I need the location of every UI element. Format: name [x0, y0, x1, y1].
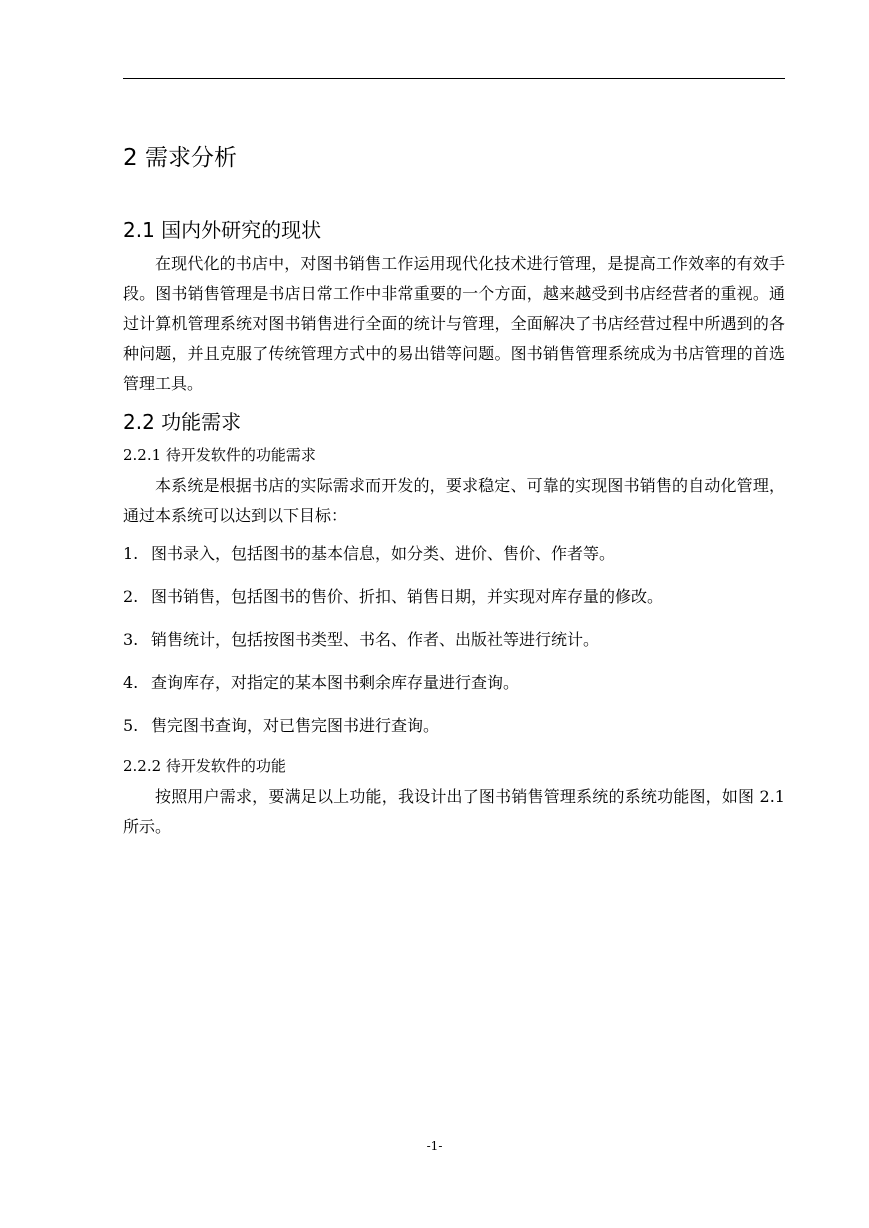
list-item-number: 5.: [123, 716, 139, 735]
list-item-number: 4.: [123, 673, 139, 692]
chapter-title: 2 需求分析: [123, 145, 237, 171]
list-item-number: 3.: [123, 630, 139, 649]
subsection-2-2-2-paragraph: 按照用户需求，要满足以上功能，我设计出了图书销售管理系统的系统功能图，如图 2.1 所示。: [123, 787, 785, 836]
list-item: [123, 539, 785, 569]
list-item-text: 销售统计，包括按图书类型、书名、作者、出版社等进行统计。: [151, 630, 600, 649]
list-item-text: 图书销售，包括图书的售价、折扣、销售日期，并实现对库存量的修改。: [151, 587, 664, 606]
list-item-text: 图书录入，包括图书的基本信息，如分类、进价、售价、作者等。: [151, 544, 616, 563]
page-number: -1-: [426, 1139, 443, 1153]
list-item: [123, 582, 785, 612]
header-rule: [123, 78, 785, 79]
list-item-number: 2.: [123, 587, 139, 606]
goals-list: [123, 539, 785, 741]
list-item-text: 查询库存，对指定的某本图书剩余库存量进行查询。: [151, 673, 520, 692]
list-item: [123, 668, 785, 698]
section-2-1-paragraph: 在现代化的书店中，对图书销售工作运用现代化技术进行管理，是提高工作效率的有效手段。图书销售管理是书店日常工作中非常重要的一个方面，越来越受到书店经营者的重视。通过计算机管理系统对图书销售进行全面的统计与管理，全面解决了书店经营过程中所遇到的各种问题，并且克服了传统管理方式中的易出错等问题。图书销售管理系统成为书店管理的首选管理工具。: [123, 254, 785, 393]
subsection-2-2-2-title: 2.2.2 待开发软件的功能: [123, 757, 286, 775]
subsection-2-2-1-paragraph: 本系统是根据书店的实际需求而开发的，要求稳定、可靠的实现图书销售的自动化管理，通过本系统可以达到以下目标：: [123, 476, 785, 525]
list-item: [123, 711, 785, 741]
page-content: [123, 138, 785, 842]
section-2-2-title: 2.2 功能需求: [123, 410, 242, 434]
section-2-1-title: 2.1 国内外研究的现状: [123, 218, 322, 242]
list-item: [123, 625, 785, 655]
list-item-number: 1.: [123, 544, 139, 563]
list-item-text: 售完图书查询，对已售完图书进行查询。: [151, 716, 440, 735]
subsection-2-2-1-title: 2.2.1 待开发软件的功能需求: [123, 446, 316, 464]
